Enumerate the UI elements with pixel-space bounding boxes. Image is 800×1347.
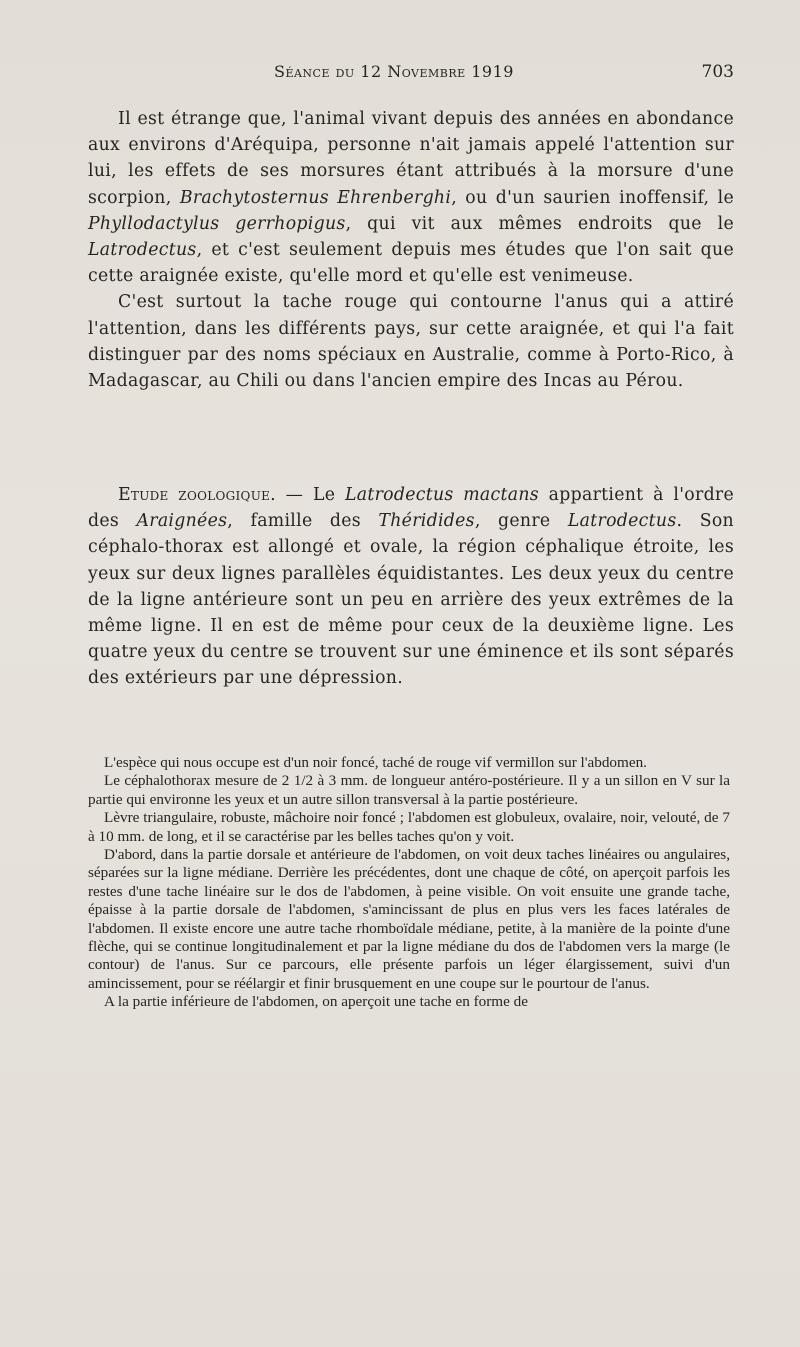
paragraph-1: Il est étrange que, l'animal vivant depuis des années en abondance aux environs d'Aréquipa, personne n'ait jamais appelé l'attention sur lui, les effets de ses morsures étant attribués à la morsure d'une scorpion, Brachytosternus Ehrenberghi, ou d'un saurien inoffensif, le Phyllodactylus gerrhopigus, qui vit aux mêmes endroits que le Latrodectus, et c'est seulement depuis mes études que l'on sait que cette araignée existe, qu'elle mord et qu'elle est venimeuse. bbox=[88, 109, 735, 287]
small-paragraph: Lèvre triangulaire, robuste, mâchoire noir foncé ; l'abdomen est globuleux, ovalaire, noir, velouté, de 7 à 10 mm. de long, et il se caractérise par les belles taches qu'on y voit. bbox=[88, 809, 730, 845]
species-name: Latrodectus mactans bbox=[344, 485, 539, 505]
order-name: Araignées bbox=[136, 511, 228, 532]
small-paragraph: D'abord, dans la partie dorsale et antérieure de l'abdomen, on voit deux taches linéaires ou angulaires, séparées sur la ligne médiane. Derrière les précédentes, dont une chaque de côté, on aperçoit parfois les restes d'une tache linéaire sur le dos de l'abdomen, à peine visible. On voit ensuite une grande tache, épaisse à la partie dorsale de l'abdomen, s'amincissant de plus en plus vers les faces latérales de l'abdomen. Il existe encore une autre tache rhomboïdale médiane, petite, à la manière de la pointe d'une flèche, qui se continue longitudinalement et par la ligne médiane du dos de l'abdomen vers la marge (le contour) de l'anus. Sur ce parcours, elle présente parfois un léger élargissement, suivi d'un amincissement, pour se réélargir et finir brusquement en une coupe sur le pourtour de l'anus. bbox=[88, 846, 730, 992]
family-name: Théridides bbox=[378, 511, 475, 532]
small-paragraph: L'espèce qui nous occupe est d'un noir foncé, taché de rouge vif vermillon sur l'abdomen. bbox=[104, 754, 647, 771]
species-name: Brachytosternus Ehrenberghi bbox=[179, 187, 452, 208]
page-header bbox=[88, 62, 734, 86]
species-name: Phyllodactylus gerrhopigus bbox=[88, 213, 346, 234]
running-head: Séance du 12 Novembre 1919 bbox=[274, 62, 514, 81]
description-small-print bbox=[88, 754, 730, 1012]
small-paragraph: A la partie inférieure de l'abdomen, on aperçoit une tache en forme de bbox=[104, 993, 528, 1011]
genus-name: Latrodectus bbox=[567, 511, 677, 532]
page-number: 703 bbox=[701, 62, 734, 82]
paragraph-3: Etude zoologique. — Le Latrodectus mactans appartient à l'ordre des Araignées, famille des Théridides, genre Latrodectus. Son céphalo-thorax est allongé et ovale, la région céphalique étroite, les yeux sur deux lignes parallèles équidistantes. Les deux yeux du centre de la ligne antérieure sont un peu en arrière des yeux extrêmes de la même ligne. Il en est de même pour ceux de la deuxième ligne. Les quatre yeux du centre se trouvent sur une éminence et ils sont séparés des extérieurs par une dépression. bbox=[88, 485, 735, 689]
small-paragraph: Le céphalothorax mesure de 2 1/2 à 3 mm. de longueur antéro-postérieure. Il y a un sillon en V sur la partie qui environne les yeux et un autre sillon transversal à la partie postérieure. bbox=[88, 772, 730, 808]
paragraph-2: C'est surtout la tache rouge qui contourne l'anus qui a attiré l'attention, dans les différents pays, sur cette araignée, et qui l'a fait distinguer par des noms spéciaux en Australie, comme à Porto-Rico, à Madagascar, au Chili ou dans l'ancien empire des Incas au Pérou. bbox=[88, 292, 734, 392]
main-text bbox=[88, 106, 734, 394]
genus-name: Latrodectus bbox=[88, 240, 197, 261]
zoological-study-section bbox=[88, 482, 734, 692]
section-heading: Etude zoologique. bbox=[118, 485, 276, 505]
